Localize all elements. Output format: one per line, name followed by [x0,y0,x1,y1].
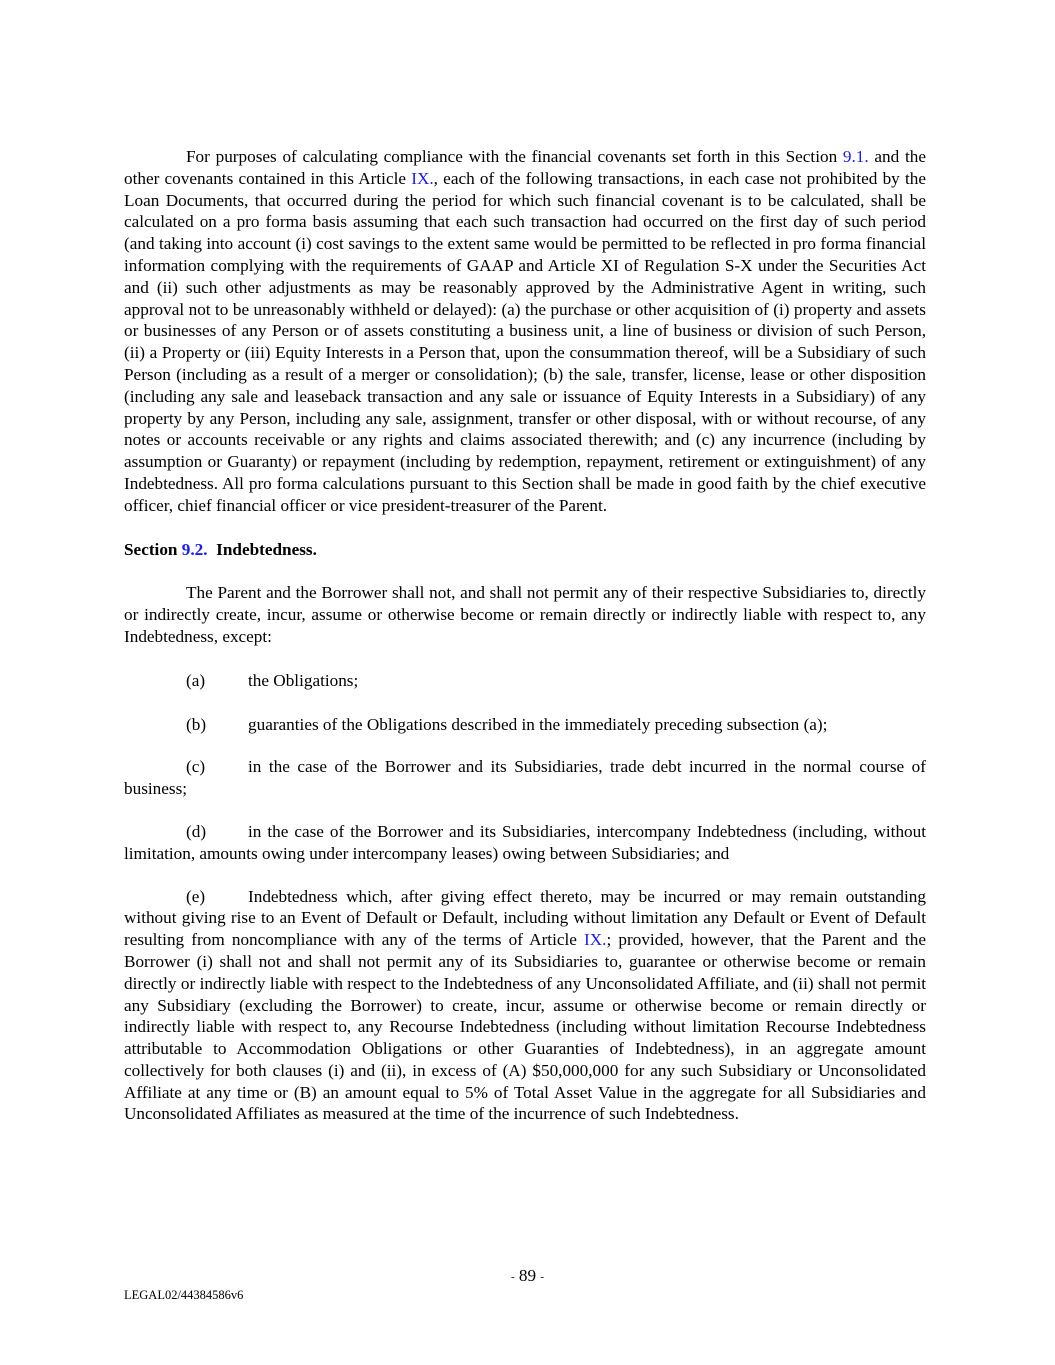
document-body [124,146,926,1125]
list-text: in the case of the Borrower and its Subsidiaries, intercompany Indebtedness (including, without limitation, amounts owing under intercompany leases) owing between Subsidiaries; and [124,821,926,863]
article-ix-link[interactable]: IX. [584,930,607,950]
article-ix-link[interactable]: IX. [411,168,434,188]
page-number-value: 89 [518,1266,537,1285]
list-label: (c) [186,757,206,777]
list-label: (b) [186,714,207,734]
list-text: the Obligations; [248,670,359,690]
list-item-d [124,821,926,865]
list-label: (a) [186,670,206,690]
document-id: LEGAL02/44384586v6 [124,1288,244,1302]
section-heading [124,539,926,561]
list-item-b [124,714,926,736]
page-number-dash: - [510,1271,515,1284]
section-9-2-link[interactable]: 9.2. [181,539,208,559]
list-label: (d) [186,821,207,841]
list-text: Indebtedness which, after giving effect thereto, may be incurred or may remain outstanding without giving rise to an Event of Default or Default, including without limitation any Default or Event of Default resulting from noncompliance with any of the terms of Article [124,886,926,950]
indebtedness-intro-paragraph: The Parent and the Borrower shall not, and shall not permit any of their respective Subsidiaries to, directly or indirectly create, incur, assume or otherwise become or remain directly or indirectly liable with respect to, any Indebtedness, except: [124,583,926,646]
list-item-c [124,756,926,800]
list-text: guaranties of the Obligations described in the immediately preceding subsection (a); [248,714,828,734]
list-item-a [124,670,926,692]
section-9-1-link[interactable]: 9.1. [842,147,869,166]
pro-forma-paragraph [124,146,926,517]
list-item-e [124,886,926,1126]
paragraph-text: and the other covenants contained in this Article [124,147,926,188]
section-heading-title: Indebtedness. [207,539,317,559]
section-heading-prefix: Section [124,539,182,559]
paragraph-text: For purposes of calculating compliance with the financial covenants set forth in this Section [186,147,843,166]
page-number [0,1266,1055,1286]
list-text: in the case of the Borrower and its Subsidiaries, trade debt incurred in the normal course of business; [124,757,926,799]
list-text: ; provided, however, that the Parent and the Borrower (i) shall not and shall not permit any of its Subsidiaries to, guarantee or otherwise become or remain directly or indirectly liable with respect to the Indebtedness of any Unconsolidated Affiliate, and (ii) shall not permit any Subsidiary (excluding the Borrower) to create, incur, assume or otherwise become or remain directly or indirectly liable with respect to, any Recourse Indebtedness (including without limitation Recourse Indebtedness attributable to Accommodation Obligations or other Guaranties of Indebtedness), in an aggregate amount collectively for both clauses (i) and (ii), in excess of (A) $50,000,000 for any such Subsidiary or Unconsolidated Affiliate at any time or (B) an amount equal to 5% of Total Asset Value in the aggregate for all Subsidiaries and Unconsolidated Affiliates as measured at the time of the incurrence of such Indebtedness. [124,930,926,1124]
page-number-dash: - [540,1271,545,1284]
list-label: (e) [186,886,206,906]
paragraph-text: , each of the following transactions, in each case not prohibited by the Loan Documents, that occurred during the period for which such financial covenant is to be calculated, shall be calculated on a pro forma basis assuming that each such transaction had occurred on the first day of such period (and taking into account (i) cost savings to the extent same would be permitted to be reflected in pro forma financial information complying with the requirements of GAAP and Article XI of Regulation S-X under the Securities Act and (ii) such other adjustments as may be reasonably approved by the Administrative Agent in writing, such approval not to be unreasonably withheld or delayed): (a) the purchase or other acquisition of (i) property and assets or businesses of any Person or of assets constituting a business unit, a line of business or division of such Person, (ii) a Property or (iii) Equity Interests in a Person that, upon the consummation thereof, will be a Subsidiary of such Person (including as a result of a merger or consolidation); (b) the sale, transfer, license, lease or other disposition (including any sale and leaseback transaction and any sale or issuance of Equity Interests in a Subsidiary) of any property by any Person, including any sale, assignment, transfer or other disposal, with or without recourse, of any notes or accounts receivable or any rights and claims associated therewith; and (c) any incurrence (including by assumption or Guaranty) or repayment (including by redemption, repayment, retirement or extinguishment) of any Indebtedness. All pro forma calculations pursuant to this Section shall be made in good faith by the chief executive officer, chief financial officer or vice president-treasurer of the Parent. [124,168,926,515]
